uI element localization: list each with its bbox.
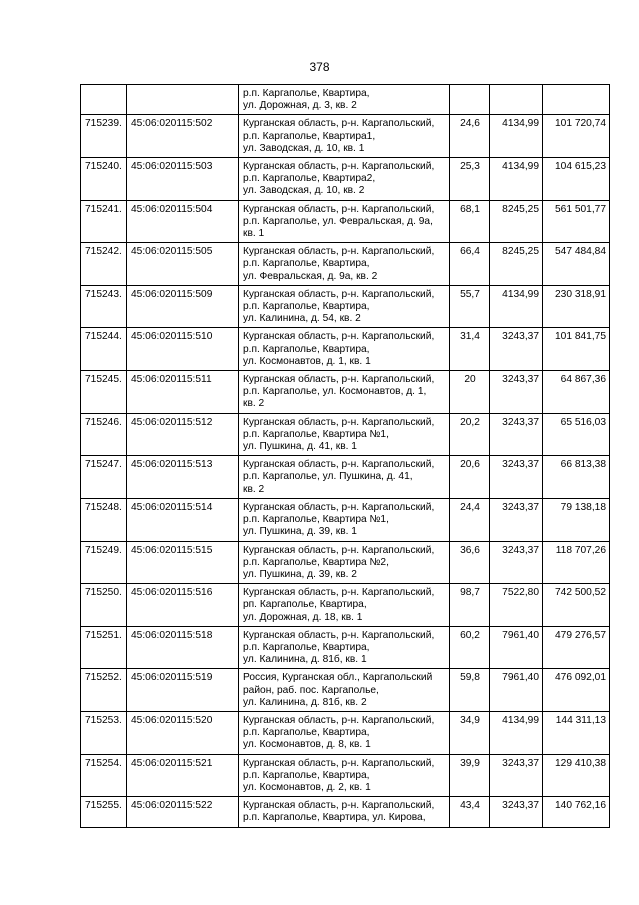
cadastral-number-cell [127, 85, 239, 115]
property-table-body [81, 85, 610, 828]
address-line: р.п. Каргаполье, ул. Пушкина, д. 41, [243, 471, 413, 483]
address-line: ул. Калинина, д. 54, кв. 2 [243, 313, 361, 325]
cadastral-cost-cell: 561 501,77 [543, 200, 610, 243]
cadastral-number-cell: 45:06:020115:515 [127, 541, 239, 584]
table-row [81, 456, 610, 499]
row-number-cell: 715241. [81, 200, 127, 243]
address-cell [239, 158, 450, 201]
cadastral-cost-cell: 140 762,16 [543, 797, 610, 827]
rate-cell: 8245,25 [490, 243, 543, 286]
address-line: р.п. Каргаполье, Квартира, [243, 641, 370, 653]
address-line: р.п. Каргаполье, Квартира, [243, 769, 370, 781]
address-line: ул. Заводская, д. 10, кв. 1 [243, 142, 365, 154]
area-cell: 24,6 [450, 115, 490, 158]
rate-cell: 4134,99 [490, 158, 543, 201]
address-line: кв. 1 [243, 228, 265, 240]
row-number-cell: 715246. [81, 413, 127, 456]
cadastral-cost-cell: 66 813,38 [543, 456, 610, 499]
property-table [80, 84, 610, 828]
cadastral-number-cell: 45:06:020115:518 [127, 626, 239, 669]
address-line: ул. Дорожная, д. 3, кв. 2 [243, 100, 357, 112]
address-cell [239, 797, 450, 827]
rate-cell: 3243,37 [490, 754, 543, 797]
address-line: ул. Пушкина, д. 39, кв. 2 [243, 568, 357, 580]
cadastral-cost-cell: 64 867,36 [543, 371, 610, 414]
row-number-cell: 715239. [81, 115, 127, 158]
cadastral-number-cell: 45:06:020115:522 [127, 797, 239, 827]
table-row [81, 711, 610, 754]
address-line: Курганская область, р-н. Каргапольский, [243, 203, 435, 215]
address-line: район, раб. пос. Каргаполье, [243, 684, 379, 696]
address-cell [239, 85, 450, 115]
address-line: Курганская область, р-н. Каргапольский, [243, 629, 435, 641]
address-line: р.п. Каргаполье, Квартира, ул. Кирова, [243, 812, 426, 824]
table-row [81, 371, 610, 414]
cadastral-number-cell: 45:06:020115:521 [127, 754, 239, 797]
area-cell: 59,8 [450, 669, 490, 712]
table-row [81, 669, 610, 712]
address-line: Курганская область, р-н. Каргапольский, [243, 544, 435, 556]
rate-cell: 7522,80 [490, 584, 543, 627]
address-cell [239, 584, 450, 627]
address-line: Курганская область, р-н. Каргапольский, [243, 374, 435, 386]
cadastral-cost-cell: 547 484,84 [543, 243, 610, 286]
cadastral-number-cell: 45:06:020115:502 [127, 115, 239, 158]
rate-cell: 3243,37 [490, 541, 543, 584]
area-cell [450, 85, 490, 115]
area-cell: 20 [450, 371, 490, 414]
table-row [81, 413, 610, 456]
address-line: ул. Космонавтов, д. 1, кв. 1 [243, 355, 371, 367]
address-line: ул. Космонавтов, д. 2, кв. 1 [243, 781, 371, 793]
row-number-cell [81, 85, 127, 115]
address-line: ул. Космонавтов, д. 8, кв. 1 [243, 739, 371, 751]
address-line: Курганская область, р-н. Каргапольский, [243, 501, 435, 513]
cadastral-number-cell: 45:06:020115:516 [127, 584, 239, 627]
area-cell: 31,4 [450, 328, 490, 371]
address-line: Курганская область, р-н. Каргапольский, [243, 416, 435, 428]
area-cell: 66,4 [450, 243, 490, 286]
address-line: Россия, Курганская обл., Каргапольский [243, 672, 433, 684]
cadastral-cost-cell: 742 500,52 [543, 584, 610, 627]
address-line: р.п. Каргаполье, Квартира, [243, 727, 370, 739]
address-line: р.п. Каргаполье, Квартира2, [243, 173, 376, 185]
cadastral-cost-cell: 101 720,74 [543, 115, 610, 158]
address-line: ул. Калинина, д. 81б, кв. 1 [243, 654, 367, 666]
address-cell [239, 285, 450, 328]
cadastral-cost-cell: 101 841,75 [543, 328, 610, 371]
row-number-cell: 715251. [81, 626, 127, 669]
rate-cell: 3243,37 [490, 498, 543, 541]
area-cell: 43,4 [450, 797, 490, 827]
rate-cell: 3243,37 [490, 413, 543, 456]
address-line: р.п. Каргаполье, Квартира №2, [243, 556, 389, 568]
address-line: Курганская область, р-н. Каргапольский, [243, 118, 435, 130]
area-cell: 25,3 [450, 158, 490, 201]
area-cell: 60,2 [450, 626, 490, 669]
row-number-cell: 715252. [81, 669, 127, 712]
rate-cell [490, 85, 543, 115]
rate-cell: 4134,99 [490, 711, 543, 754]
rate-cell: 7961,40 [490, 626, 543, 669]
rate-cell: 8245,25 [490, 200, 543, 243]
address-cell [239, 498, 450, 541]
table-row [81, 200, 610, 243]
row-number-cell: 715254. [81, 754, 127, 797]
row-number-cell: 715249. [81, 541, 127, 584]
area-cell: 20,6 [450, 456, 490, 499]
row-number-cell: 715242. [81, 243, 127, 286]
page-number: 378 [309, 60, 330, 74]
address-cell [239, 669, 450, 712]
row-number-cell: 715247. [81, 456, 127, 499]
table-row [81, 498, 610, 541]
address-line: ул. Калинина, д. 81б, кв. 2 [243, 696, 367, 708]
address-cell [239, 456, 450, 499]
address-line: Курганская область, р-н. Каргапольский, [243, 757, 435, 769]
cadastral-cost-cell: 65 516,03 [543, 413, 610, 456]
address-line: ул. Заводская, д. 10, кв. 2 [243, 185, 365, 197]
address-line: р.п. Каргаполье, Квартира1, [243, 130, 376, 142]
address-line: р.п. Каргаполье, Квартира, [243, 88, 370, 99]
address-line: ул. Дорожная, д. 18, кв. 1 [243, 611, 363, 623]
area-cell: 36,6 [450, 541, 490, 584]
address-cell [239, 200, 450, 243]
cadastral-cost-cell: 104 615,23 [543, 158, 610, 201]
rate-cell: 3243,37 [490, 328, 543, 371]
address-line: р.п. Каргаполье, Квартира, [243, 258, 370, 270]
cadastral-cost-cell: 476 092,01 [543, 669, 610, 712]
row-number-cell: 715245. [81, 371, 127, 414]
address-line: р.п. Каргаполье, ул. Космонавтов, д. 1, [243, 386, 427, 398]
rate-cell: 4134,99 [490, 285, 543, 328]
table-row [81, 626, 610, 669]
address-line: ул. Пушкина, д. 41, кв. 1 [243, 441, 357, 453]
table-row [81, 797, 610, 827]
address-line: Курганская область, р-н. Каргапольский, [243, 800, 435, 812]
address-line: ул. Февральская, д. 9а, кв. 2 [243, 270, 378, 282]
row-number-cell: 715250. [81, 584, 127, 627]
address-cell [239, 328, 450, 371]
cadastral-number-cell: 45:06:020115:510 [127, 328, 239, 371]
address-line: рп. Каргаполье, Квартира, [243, 599, 367, 611]
cadastral-number-cell: 45:06:020115:513 [127, 456, 239, 499]
row-number-cell: 715248. [81, 498, 127, 541]
address-line: кв. 2 [243, 483, 265, 495]
area-cell: 20,2 [450, 413, 490, 456]
rate-cell: 3243,37 [490, 371, 543, 414]
address-line: р.п. Каргаполье, Квартира №1, [243, 428, 389, 440]
cadastral-cost-cell: 118 707,26 [543, 541, 610, 584]
table-row [81, 584, 610, 627]
address-cell [239, 541, 450, 584]
row-number-cell: 715244. [81, 328, 127, 371]
table-row [81, 243, 610, 286]
address-line: р.п. Каргаполье, Квартира №1, [243, 514, 389, 526]
cadastral-cost-cell: 144 311,13 [543, 711, 610, 754]
address-line: Курганская область, р-н. Каргапольский, [243, 161, 435, 173]
address-cell [239, 413, 450, 456]
address-line: р.п. Каргаполье, Квартира, [243, 301, 370, 313]
row-number-cell: 715255. [81, 797, 127, 827]
address-line: кв. 2 [243, 398, 265, 410]
address-line: р.п. Каргаполье, Квартира, [243, 343, 370, 355]
address-cell [239, 754, 450, 797]
cadastral-cost-cell: 129 410,38 [543, 754, 610, 797]
cadastral-number-cell: 45:06:020115:503 [127, 158, 239, 201]
cadastral-number-cell: 45:06:020115:520 [127, 711, 239, 754]
rate-cell: 3243,37 [490, 456, 543, 499]
address-cell [239, 711, 450, 754]
address-line: ул. Пушкина, д. 39, кв. 1 [243, 526, 357, 538]
table-row [81, 158, 610, 201]
address-line: Курганская область, р-н. Каргапольский, [243, 714, 435, 726]
cadastral-number-cell: 45:06:020115:511 [127, 371, 239, 414]
address-cell [239, 115, 450, 158]
area-cell: 24,4 [450, 498, 490, 541]
cadastral-cost-cell [543, 85, 610, 115]
area-cell: 34,9 [450, 711, 490, 754]
address-cell [239, 243, 450, 286]
cadastral-number-cell: 45:06:020115:514 [127, 498, 239, 541]
address-line: Курганская область, р-н. Каргапольский, [243, 288, 435, 300]
address-line: р.п. Каргаполье, ул. Февральская, д. 9а, [243, 215, 433, 227]
table-row [81, 115, 610, 158]
address-cell [239, 626, 450, 669]
table-row [81, 754, 610, 797]
cadastral-cost-cell: 479 276,57 [543, 626, 610, 669]
area-cell: 68,1 [450, 200, 490, 243]
cadastral-number-cell: 45:06:020115:504 [127, 200, 239, 243]
cadastral-number-cell: 45:06:020115:512 [127, 413, 239, 456]
table-row [81, 85, 610, 115]
table-row [81, 541, 610, 584]
area-cell: 39,9 [450, 754, 490, 797]
address-line: Курганская область, р-н. Каргапольский, [243, 246, 435, 258]
cadastral-number-cell: 45:06:020115:509 [127, 285, 239, 328]
row-number-cell: 715240. [81, 158, 127, 201]
rate-cell: 4134,99 [490, 115, 543, 158]
rate-cell: 3243,37 [490, 797, 543, 827]
table-row [81, 328, 610, 371]
rate-cell: 7961,40 [490, 669, 543, 712]
row-number-cell: 715253. [81, 711, 127, 754]
address-line: Курганская область, р-н. Каргапольский, [243, 587, 435, 599]
row-number-cell: 715243. [81, 285, 127, 328]
cadastral-number-cell: 45:06:020115:505 [127, 243, 239, 286]
area-cell: 98,7 [450, 584, 490, 627]
address-line: Курганская область, р-н. Каргапольский, [243, 459, 435, 471]
address-line: Курганская область, р-н. Каргапольский, [243, 331, 435, 343]
address-cell [239, 371, 450, 414]
cadastral-number-cell: 45:06:020115:519 [127, 669, 239, 712]
cadastral-cost-cell: 79 138,18 [543, 498, 610, 541]
area-cell: 55,7 [450, 285, 490, 328]
cadastral-cost-cell: 230 318,91 [543, 285, 610, 328]
table-row [81, 285, 610, 328]
